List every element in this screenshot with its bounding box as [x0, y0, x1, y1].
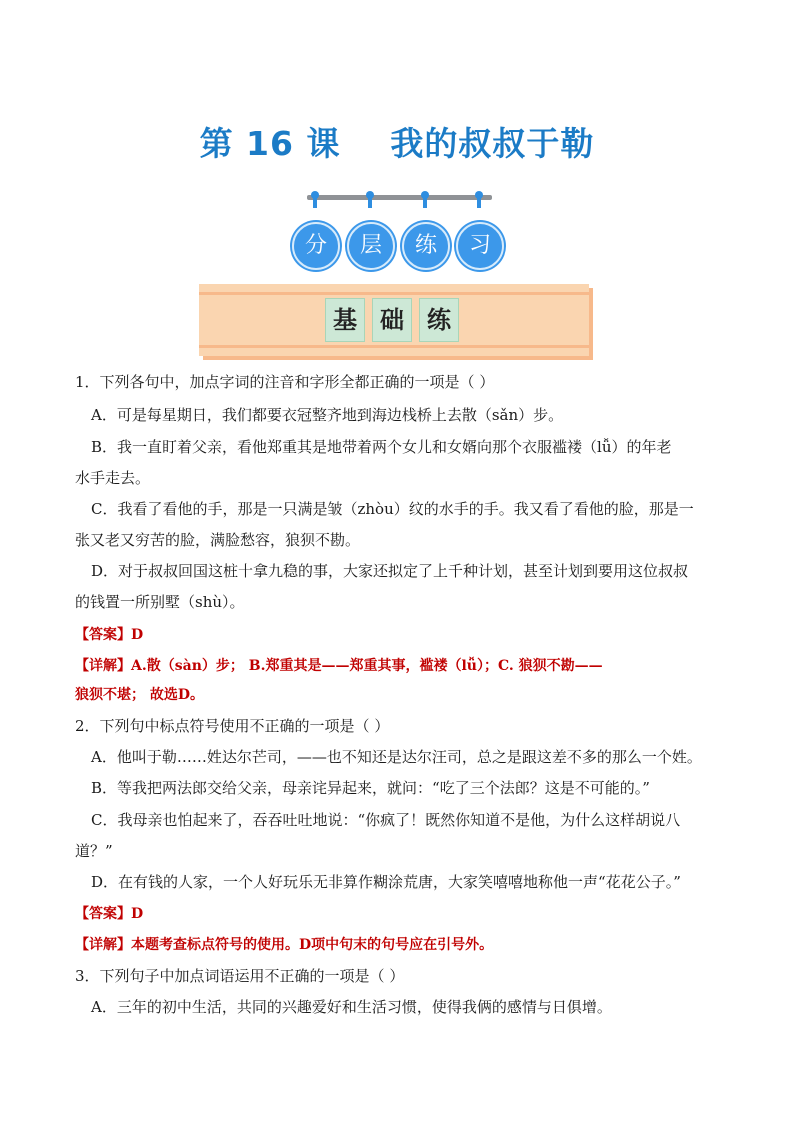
question-2-option-c-cont: 道？”: [75, 842, 113, 860]
lesson-title: 第 16 课 我的叔叔于勒: [199, 124, 595, 163]
question-1-stem: 1．下列各句中，加点字词的注音和字形全都正确的一项是（ ）: [75, 373, 495, 391]
banner-char-tile: 础: [372, 298, 412, 342]
banner-stripe: [199, 345, 589, 348]
question-1-option-c: C．我看了看他的手，那是一只满是皱（zhòu）纹的水手的手。我又看了看他的脸，那是一: [91, 500, 694, 518]
section-char-circle: 分: [292, 222, 340, 270]
question-1-answer: 【答案】D: [75, 627, 144, 643]
question-1-option-a: A．可是每星期日，我们都要衣冠整齐地到海边栈桥上去散（sǎn）步。: [91, 406, 564, 424]
question-2-option-c: C．我母亲也怕起来了，吞吞吐吐地说：“你疯了！既然你知道不是他，为什么这样胡说八: [91, 811, 681, 829]
rail-peg: [477, 194, 481, 208]
section-char-circle: 练: [402, 222, 450, 270]
question-2-answer: 【答案】D: [75, 906, 144, 922]
banner-char-tile: 基: [325, 298, 365, 342]
question-1-option-d: D．对于叔叔回国这桩十拿九稳的事，大家还拟定了上千种计划，甚至计划到要用这位叔叔: [91, 562, 689, 580]
question-2-option-d: D．在有钱的人家，一个人好玩乐无非算作糊涂荒唐，大家笑嘻嘻地称他一声“花花公子。”: [91, 873, 681, 891]
question-2-stem: 2．下列句中标点符号使用不正确的一项是（ ）: [75, 717, 390, 735]
question-2-explanation: 【详解】本题考查标点符号的使用。D项中句末的句号应在引号外。: [75, 937, 494, 953]
rail-peg: [313, 194, 317, 208]
question-1-option-d-cont: 的钱置一所别墅（shù）。: [75, 593, 245, 611]
question-1-explanation-cont: 狼狈不堪； 故选D。: [75, 687, 205, 703]
question-1-option-b-cont: 水手走去。: [75, 469, 151, 487]
question-1-explanation: 【详解】A.散（sàn）步； B.郑重其是——郑重其事，褴褛（lǚ）；C. 狼狈不勘——: [75, 658, 603, 674]
question-3-stem: 3．下列句子中加点词语运用不正确的一项是（ ）: [75, 967, 405, 985]
question-2-option-a: A．他叫于勒……姓达尔芒司，——也不知还是达尔汪司，总之是跟这差不多的那么一个姓。: [91, 748, 702, 766]
section-char-circle: 层: [347, 222, 395, 270]
question-2-option-b: B．等我把两法郎交给父亲，母亲诧异起来，就问：“吃了三个法郎？这是不可能的。”: [91, 779, 650, 797]
question-1-option-c-cont: 张又老又穷苦的脸，满脸愁容，狼狈不勘。: [75, 531, 361, 549]
decorative-rail: [307, 195, 492, 200]
rail-peg: [368, 194, 372, 208]
banner-char-tile: 练: [419, 298, 459, 342]
question-3-option-a: A．三年的初中生活，共同的兴趣爱好和生活习惯，使得我俩的感情与日俱增。: [91, 998, 612, 1016]
section-char-circle: 习: [456, 222, 504, 270]
question-1-option-b: B．我一直盯着父亲，看他郑重其是地带着两个女儿和女婿向那个衣服褴褛（lǚ）的年老: [91, 438, 672, 456]
rail-peg: [423, 194, 427, 208]
banner-stripe: [199, 292, 589, 295]
